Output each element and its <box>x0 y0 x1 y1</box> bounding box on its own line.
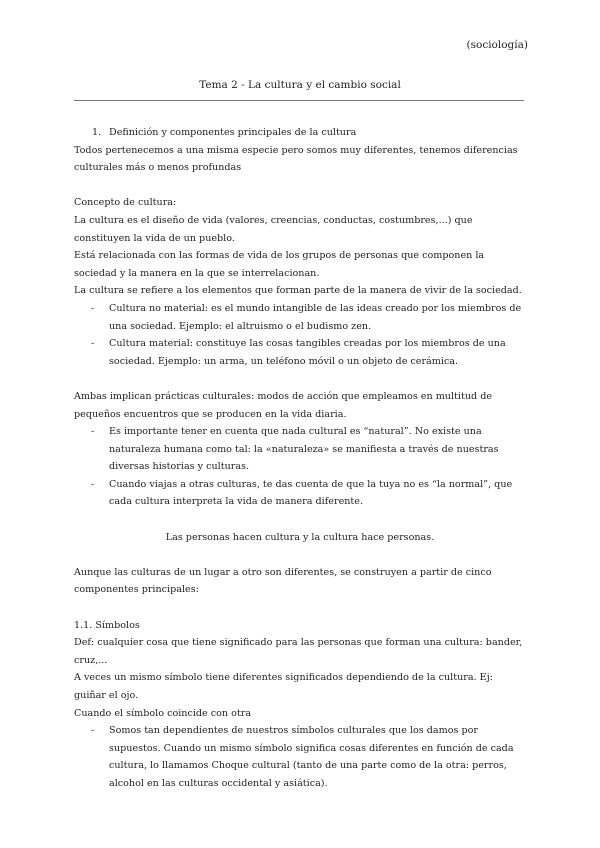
page-title: Tema 2 - La cultura y el cambio social <box>199 79 401 91</box>
section-intro: Todos pertenecemos a una misma especie pero somos muy diferentes, tenemos diferencias culturales más o menos profundas <box>74 144 518 174</box>
dash-bullet: - <box>91 725 95 737</box>
dash-bullet: - <box>91 478 95 490</box>
list-item <box>74 423 526 476</box>
dash-bullet: - <box>91 338 95 350</box>
list-item-text: Somos tan dependientes de nuestros símbolos culturales que los damos por supuestos. Cuando un mismo símbolo significa cosas diferentes en función de cada cultura, lo llamamos Choque cultural (tanto de una parte como de la otra: perros, alcohol en las culturas occidental y asiática). <box>109 725 514 789</box>
practicas-paragraph: Ambas implican prácticas culturales: modos de acción que empleamos en multitud de pequeños encuentros que se producen en la vida diaria. <box>74 390 493 420</box>
section-number: 1. <box>92 127 102 138</box>
simbolos-definition: Def: cualquier cosa que tiene significado para las personas que forman una cultura: bander, cruz,... <box>74 637 523 666</box>
practicas-list <box>74 423 526 511</box>
list-item-text: Cultura material: constituye las cosas tangibles creadas por los miembros de una sociedad. Ejemplo: un arma, un teléfono móvil o un objeto de cerámica. <box>109 338 506 367</box>
simbolos-paragraph-2: A veces un mismo símbolo tiene diferentes significados dependiendo de la cultura. Ej: guiñar el ojo. <box>74 672 493 701</box>
spacer <box>74 511 526 529</box>
quote: Las personas hacen cultura y la cultura hace personas. <box>165 531 435 543</box>
concepto-heading: Concepto de cultura: <box>74 197 177 209</box>
simbolos-paragraph-3: Cuando el símbolo coincide con otra <box>74 707 252 719</box>
section-heading-text: Definición y componentes principales de la cultura <box>109 127 357 138</box>
componentes-paragraph: Aunque las culturas de un lugar a otro son diferentes, se construyen a partir de cinco componentes principales: <box>74 566 492 596</box>
list-item <box>74 335 526 370</box>
concepto-list <box>74 300 526 370</box>
concepto-paragraph-1: La cultura es el diseño de vida (valores, creencias, conductas, costumbres,...) que constituyen la vida de un pueblo. <box>74 214 473 244</box>
list-item <box>74 476 526 511</box>
list-item-text: Es importante tener en cuenta que nada cultural es “natural”. No existe una naturaleza humana como tal: la «naturaleza» se manifiesta a través de nuestras diversas historias y culturas. <box>109 426 499 473</box>
spacer <box>74 546 526 564</box>
list-item-text: Cuando viajas a otras culturas, te das cuenta de que la tuya no es “la normal”, que cada cultura interpreta la vida de manera diferente. <box>109 478 513 508</box>
list-item <box>74 300 526 335</box>
spacer <box>74 599 526 617</box>
dash-bullet: - <box>91 302 95 314</box>
header-tag: (sociología) <box>466 39 528 51</box>
simbolos-heading: 1.1. Símbolos <box>74 619 140 631</box>
concepto-paragraph-2: Está relacionada con las formas de vida de los grupos de personas que componen la sociedad y la manera en la que se interrelacionan. <box>74 250 485 279</box>
dash-bullet: - <box>91 426 95 438</box>
section-heading <box>74 124 526 142</box>
spacer <box>74 370 526 388</box>
concepto-paragraph-3: La cultura se refiere a los elementos que forman parte de la manera de vivir de la sociedad. <box>74 285 522 297</box>
list-item-text: Cultura no material: es el mundo intangible de las ideas creado por los miembros de una sociedad. Ejemplo: el altruismo o el budismo zen. <box>109 302 522 332</box>
title-divider <box>74 100 524 101</box>
spacer <box>74 177 526 195</box>
simbolos-list <box>74 722 526 792</box>
list-item <box>74 722 526 792</box>
document-body <box>74 124 526 793</box>
